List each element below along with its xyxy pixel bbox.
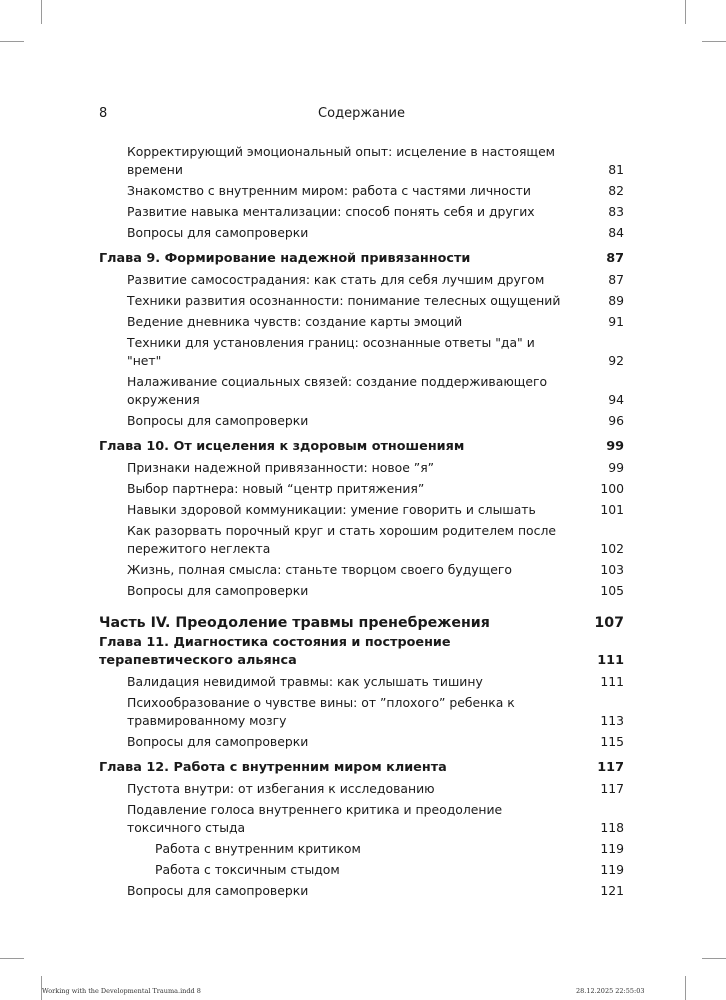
toc-entry-title: Развитие навыка ментализации: способ понять себя и других xyxy=(127,204,535,219)
toc-entry-page: 84 xyxy=(608,225,624,240)
crop-mark xyxy=(0,41,24,42)
toc-entry-page: 118 xyxy=(600,820,624,835)
slug-file-name: Working with the Developmental Trauma.indd 8 xyxy=(42,987,201,995)
toc-entry-title: Признаки надежной привязанности: новое ”я” xyxy=(127,460,435,475)
toc-entry xyxy=(127,694,624,730)
toc-entry xyxy=(99,634,624,670)
toc-entry-title: Знакомство с внутренним миром: работа с частями личности xyxy=(127,183,531,198)
crop-mark xyxy=(702,41,726,42)
toc-entry-title: Жизнь, полная смысла: станьте творцом своего будущего xyxy=(127,562,513,577)
toc-entry-title: Вопросы для самопроверки xyxy=(127,225,309,240)
toc-entry-page: 100 xyxy=(600,481,624,496)
toc-entry xyxy=(127,292,624,310)
toc-entry xyxy=(127,143,624,179)
toc-entry xyxy=(127,801,624,837)
toc-entry-title: Ведение дневника чувств: создание карты эмоций xyxy=(127,314,463,329)
page-header xyxy=(99,106,624,126)
toc-entry xyxy=(127,182,624,200)
toc-entry xyxy=(99,614,624,632)
toc-entry xyxy=(127,313,624,331)
toc-entry xyxy=(99,759,624,777)
toc-entry xyxy=(127,480,624,498)
toc-entry-page: 117 xyxy=(600,781,624,796)
toc-entry xyxy=(127,780,624,798)
toc-entry-title: Как разорвать порочный круг и стать хорошим родителем после пережитого неглекта xyxy=(127,523,556,556)
toc-entry xyxy=(127,501,624,519)
toc-entry xyxy=(127,412,624,430)
toc-entry-title: Вопросы для самопроверки xyxy=(127,883,309,898)
toc-entry-title: Навыки здоровой коммуникации: умение говорить и слышать xyxy=(127,502,536,517)
toc-entry-page: 103 xyxy=(600,562,624,577)
toc-entry xyxy=(127,373,624,409)
crop-mark xyxy=(685,0,686,24)
toc-entry xyxy=(127,334,624,370)
crop-mark xyxy=(702,958,726,959)
toc-entry-page: 81 xyxy=(608,162,624,177)
toc-entry-page: 87 xyxy=(606,251,624,266)
toc-entry xyxy=(127,522,624,558)
toc-entry xyxy=(99,250,624,268)
toc-entry-page: 107 xyxy=(594,615,624,631)
table-of-contents xyxy=(99,140,624,900)
toc-entry-title: Техники развития осознанности: понимание телесных ощущений xyxy=(127,293,561,308)
toc-entry-page: 121 xyxy=(600,883,624,898)
toc-entry-page: 119 xyxy=(600,862,624,877)
toc-entry-title: Глава 11. Диагностика состояния и построение терапевтического альянса xyxy=(99,635,451,668)
toc-entry-page: 105 xyxy=(600,583,624,598)
toc-entry-page: 119 xyxy=(600,841,624,856)
running-title: Содержание xyxy=(318,106,405,121)
toc-entry-page: 91 xyxy=(608,314,624,329)
toc-entry xyxy=(127,733,624,751)
toc-entry-page: 111 xyxy=(600,674,624,689)
crop-mark xyxy=(41,0,42,24)
toc-entry-title: Пустота внутри: от избегания к исследованию xyxy=(127,781,435,796)
toc-entry-page: 102 xyxy=(600,541,624,556)
toc-entry-title: Налаживание социальных связей: создание поддерживающего окружения xyxy=(127,374,548,407)
toc-entry xyxy=(127,459,624,477)
toc-entry-page: 113 xyxy=(600,713,624,728)
crop-mark xyxy=(685,976,686,1000)
toc-entry-title: Работа с внутренним критиком xyxy=(155,841,361,856)
toc-entry xyxy=(127,673,624,691)
toc-entry-page: 96 xyxy=(608,413,624,428)
toc-entry-page: 87 xyxy=(608,272,624,287)
toc-entry xyxy=(155,861,624,879)
toc-entry-title: Вопросы для самопроверки xyxy=(127,734,309,749)
toc-entry-title: Подавление голоса внутреннего критика и преодоление токсичного стыда xyxy=(127,802,503,835)
toc-entry-title: Корректирующий эмоциональный опыт: исцеление в настоящем времени xyxy=(127,144,556,177)
toc-entry-title: Часть IV. Преодоление травмы пренебрежения xyxy=(99,615,490,631)
toc-entry-page: 99 xyxy=(606,439,624,454)
toc-entry xyxy=(127,882,624,900)
toc-entry-page: 111 xyxy=(597,653,624,668)
toc-entry-page: 94 xyxy=(608,392,624,407)
toc-entry-title: Работа с токсичным стыдом xyxy=(155,862,340,877)
toc-entry-title: Выбор партнера: новый “центр притяжения” xyxy=(127,481,425,496)
toc-entry-title: Глава 9. Формирование надежной привязанности xyxy=(99,251,471,266)
toc-entry-page: 82 xyxy=(608,183,624,198)
toc-entry-title: Техники для установления границ: осознанные ответы "да" и "нет" xyxy=(127,335,535,368)
toc-entry-title: Развитие самосострадания: как стать для себя лучшим другом xyxy=(127,272,545,287)
toc-entry xyxy=(99,438,624,456)
toc-entry xyxy=(127,224,624,242)
slug-timestamp: 28.12.2025 22:55:03 xyxy=(576,987,645,995)
toc-entry-page: 101 xyxy=(600,502,624,517)
toc-entry-page: 99 xyxy=(608,460,624,475)
toc-entry-title: Вопросы для самопроверки xyxy=(127,583,309,598)
toc-entry-title: Вопросы для самопроверки xyxy=(127,413,309,428)
toc-entry xyxy=(127,271,624,289)
toc-entry-title: Глава 12. Работа с внутренним миром клиента xyxy=(99,760,447,775)
toc-entry-page: 92 xyxy=(608,353,624,368)
toc-entry xyxy=(155,840,624,858)
toc-entry-title: Глава 10. От исцеления к здоровым отношениям xyxy=(99,439,465,454)
toc-entry xyxy=(127,561,624,579)
toc-entry xyxy=(127,203,624,221)
toc-entry xyxy=(127,582,624,600)
toc-entry-page: 117 xyxy=(597,760,624,775)
page-number: 8 xyxy=(99,106,108,121)
toc-entry-title: Валидация невидимой травмы: как услышать тишину xyxy=(127,674,483,689)
toc-entry-page: 89 xyxy=(608,293,624,308)
toc-entry-page: 115 xyxy=(600,734,624,749)
toc-entry-title: Психообразование о чувстве вины: от ”плохого” ребенка к травмированному мозгу xyxy=(127,695,515,728)
crop-mark xyxy=(0,958,24,959)
toc-entry-page: 83 xyxy=(608,204,624,219)
